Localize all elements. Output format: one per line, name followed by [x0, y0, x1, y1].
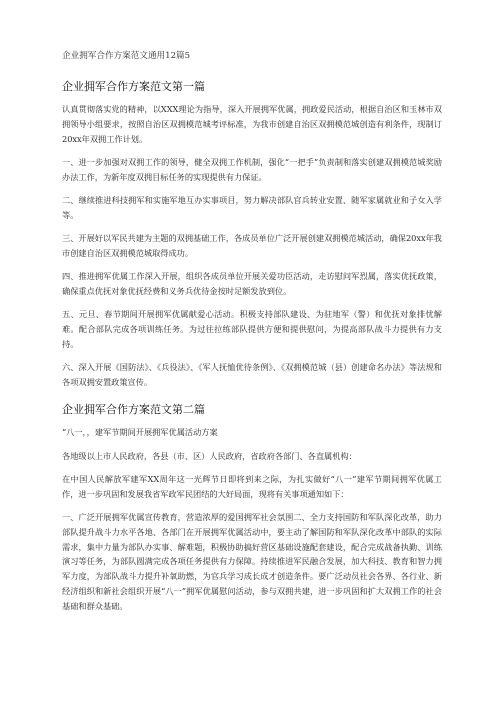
paragraph: 三、开展好以军民共建为主题的双拥基础工作，各成员单位广泛开展创建双拥模范城活动，确保20xx年我市创建自治区双拥模范城取得成功。 — [62, 233, 442, 258]
document-title: 企业拥军合作方案范文通用12篇5 — [62, 51, 191, 61]
section-2 — [62, 402, 442, 613]
paragraph: 五、元旦、春节期间开展拥军优属献爱心活动。积极支持部队建设、为驻地军（警）和优抚对象排忧解难。配合部队完成各项训练任务。为过往拉练部队提供方便和提供慰问，为提高部队战斗力提供有力支持。 — [62, 309, 442, 349]
document-page — [62, 50, 442, 622]
section-heading: 企业拥军合作方案范文第一篇 — [62, 80, 205, 93]
paragraph: 认真贯彻落实党的精神，以XXX理论为指导，深入开展拥军优属，拥政爱民活动，根据自治区和玉林市双拥领导小组要求，按照自治区双拥模范城考评标准，为我市创建自治区双拥模范城创造有利条件，现制订20xx年双拥工作计划。 — [62, 104, 442, 144]
paragraph: 一、广泛开展拥军优属宣传教育，营造浓厚的爱国拥军社会氛围二、全力支持国防和军队深化改革，助力部队提升战斗力水平各地、各部门在开展拥军优属活动中，要主动了解国防和军队深化改革中部队的实际需求，集中力量为部队办实事、解难题，积极协助搞好营区基础设施配套建设，配合完成战备执勤、训练演习等任务，为部队圆满完成各项任务提供有力保障。持续推进军民融合发展，加大科技、教育和智力拥军力度，为部队战斗力提升补氧助燃，为官兵学习成长成才创造条件。要广泛动员社会各界、各行业、新经济组织和新社会组织开展“八一”拥军优属慰问活动，参与双拥共建，进一步巩固和扩大双拥工作的社会基础和群众基础。 — [62, 511, 442, 611]
section-heading: 企业拥军合作方案范文第二篇 — [62, 403, 205, 417]
paragraph: 一、进一步加强对双拥工作的领导，健全双拥工作机制，强化“一把手”负责制和落实创建双拥模范城奖励办法工作，为新年度双拥目标任务的实现提供有力保证。 — [62, 156, 442, 182]
paragraph: 在中国人民解放军建军XX周年这一光辉节日即将到来之际，为扎实做好“八一”建军节期间拥军优属工作，进一步巩固和发展我省军政军民团结的大好局面，现将有关事项通知如下： — [62, 473, 442, 499]
paragraph: 二、继续推进科技拥军和实施军地互办实事项目，努力解决部队官兵转业安置、随军家属就业和子女入学等。 — [62, 194, 442, 220]
section-1 — [62, 79, 442, 390]
paragraph: 六、深入开展《国防法》、《兵役法》、《军人抚恤优待条例》、《双拥模范城（县）创建命名办法》等法规和各项双拥安置政策宣传。 — [62, 362, 442, 387]
paragraph: 各地级以上市人民政府，各县（市、区）人民政府，省政府各部门、各直属机构： — [62, 450, 357, 461]
paragraph: 四、推进拥军优属工作深入开展，组织各成员单位开展关爱功臣活动，走访慰问军烈属，落实优抚政策，确保重点优抚对象优抚经费和义务兵优待金按时足额发放到位。 — [62, 271, 442, 296]
paragraph: “八一，，建军节期间开展拥军优属活动方案 — [62, 427, 218, 438]
